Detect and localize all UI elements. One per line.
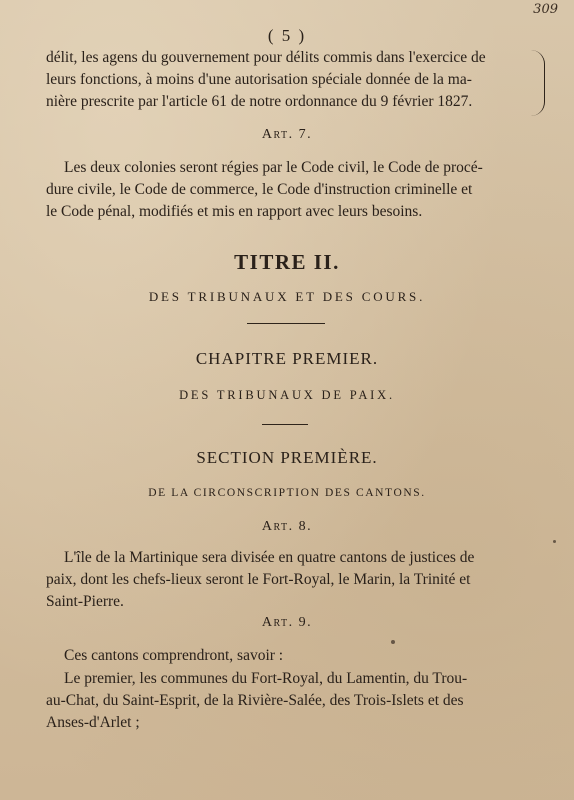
article-9-paragraph: [46, 668, 524, 734]
article-8-heading: Art. 8.: [261, 519, 313, 534]
article-8-paragraph: [46, 547, 524, 613]
divider-rule: [247, 323, 325, 324]
text-line: leurs fonctions, à moins d'une autorisation spéciale donnée de la ma-: [46, 71, 472, 88]
paragraph-continuation: [46, 47, 524, 113]
text-line: Les deux colonies seront régies par le Code civil, le Code de procé-: [64, 159, 483, 176]
text-line: L'île de la Martinique sera divisée en quatre cantons de justices de: [64, 549, 475, 566]
text-line: Le premier, les communes du Fort-Royal, du Lamentin, du Trou-: [64, 670, 468, 687]
article-7-heading: Art. 7.: [261, 127, 313, 142]
text-line: délit, les agens du gouvernement pour délits commis dans l'exercice de: [46, 49, 486, 66]
article-9-heading: Art. 9.: [261, 615, 313, 630]
titre-subtitle: DES TRIBUNAUX ET DES COURS.: [148, 289, 426, 304]
chapter-heading: CHAPITRE PREMIER.: [195, 349, 379, 368]
paper-speck: [391, 640, 395, 644]
paper-speck: [553, 540, 556, 543]
titre-heading: TITRE II.: [234, 250, 340, 274]
handwritten-page-number: 309: [533, 2, 558, 17]
text-line: dure civile, le Code de commerce, le Code d'instruction criminelle et: [46, 181, 473, 198]
divider-rule: [262, 424, 308, 425]
text-line: Ces cantons comprendront, savoir :: [64, 647, 284, 664]
article-7-paragraph: [46, 157, 524, 223]
text-line: nière prescrite par l'article 61 de notre ordonnance du 9 février 1827.: [46, 93, 473, 110]
text-line: le Code pénal, modifiés et mis en rapport avec leurs besoins.: [46, 203, 423, 220]
text-line: Saint-Pierre.: [46, 593, 124, 610]
margin-brace-mark: [530, 50, 545, 116]
page-number: ( 5 ): [267, 26, 307, 45]
text-line: au-Chat, du Saint-Esprit, de la Rivière-Salée, des Trois-Islets et des: [46, 692, 464, 709]
text-line: paix, dont les chefs-lieux seront le Fort-Royal, le Marin, la Trinité et: [46, 571, 471, 588]
text-line: Anses-d'Arlet ;: [46, 714, 140, 731]
chapter-subtitle: DES TRIBUNAUX DE PAIX.: [179, 388, 395, 402]
article-9-intro: [46, 645, 524, 667]
section-subtitle: DE LA CIRCONSCRIPTION DES CANTONS.: [148, 487, 426, 499]
section-heading: SECTION PREMIÈRE.: [196, 448, 378, 467]
